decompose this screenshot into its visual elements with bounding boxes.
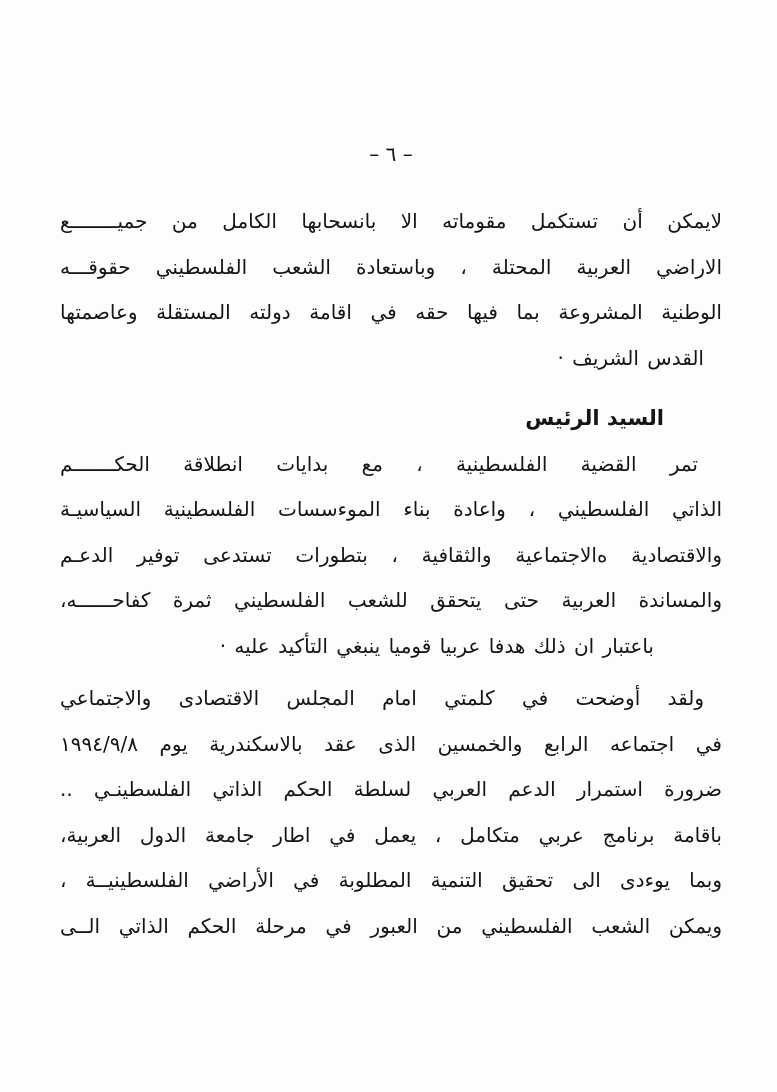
section-heading: السيد الرئيس [525,406,664,430]
paragraph-3 [60,676,722,949]
text-line: وبما يوءدى الى تحقيق التنمية المطلوبة في الأراضي الفلسطينيــة ، [60,868,722,892]
text-line: الذاتي الفلسطيني ، واعادة بناء الموءسسات الفلسطينية السياسيـة [60,497,722,521]
text-line: باقامة برنامج عربي متكامل ، يعمل في اطار جامعة الدول العربية، [60,822,722,847]
text-line: ويمكن الشعب الفلسطيني من العبور في مرحلة الحكم الذاتي الــى [60,913,722,938]
text-line: باعتبار ان ذلك هدفا عربيا قوميا ينبغي التأكيد عليه · [219,633,654,658]
text-line: ولقد أوضحت في كلمتي امام المجلس الاقتصادى والاجتماعي [60,686,704,710]
text-line: لايمكن أن تستكمل مقوماته الا بانسحابها الكامل من جميــــــــع [60,209,722,233]
page-number: – ٦ – [369,142,413,166]
text-line: في اجتماعه الرابع والخمسين الذى عقد بالاسكندرية يوم ١٩٩٤/٩/٨ [60,731,722,756]
text-line: والمساندة العربية حتى يتحقق للشعب الفلسطيني ثمرة كفاحــــــه، [60,588,722,612]
paragraph-1 [60,199,722,381]
text-line: ضرورة استمرار الدعم العربي لسلطة الحكم الذاتي الفلسطينـي .. [60,777,722,801]
text-line: تمر القضية الفلسطينية ، مع بدايات انطلاقة الحكـــــــم [60,451,698,476]
text-line: القدس الشريف · [557,345,704,370]
text-line: والاقتصادية ه‌الاجتماعية والثقافية ، بتطورات تستدعى توفير الدعـم [60,542,722,567]
text-line: الوطنية المشروعة بما فيها حقه في اقامة دولته المستقلة وعاصمتها [60,300,722,324]
paragraph-2 [60,442,722,670]
text-line: الاراضي العربية المحتلة ، وباستعادة الشعب الفلسطيني حقوقـــه [60,254,722,279]
